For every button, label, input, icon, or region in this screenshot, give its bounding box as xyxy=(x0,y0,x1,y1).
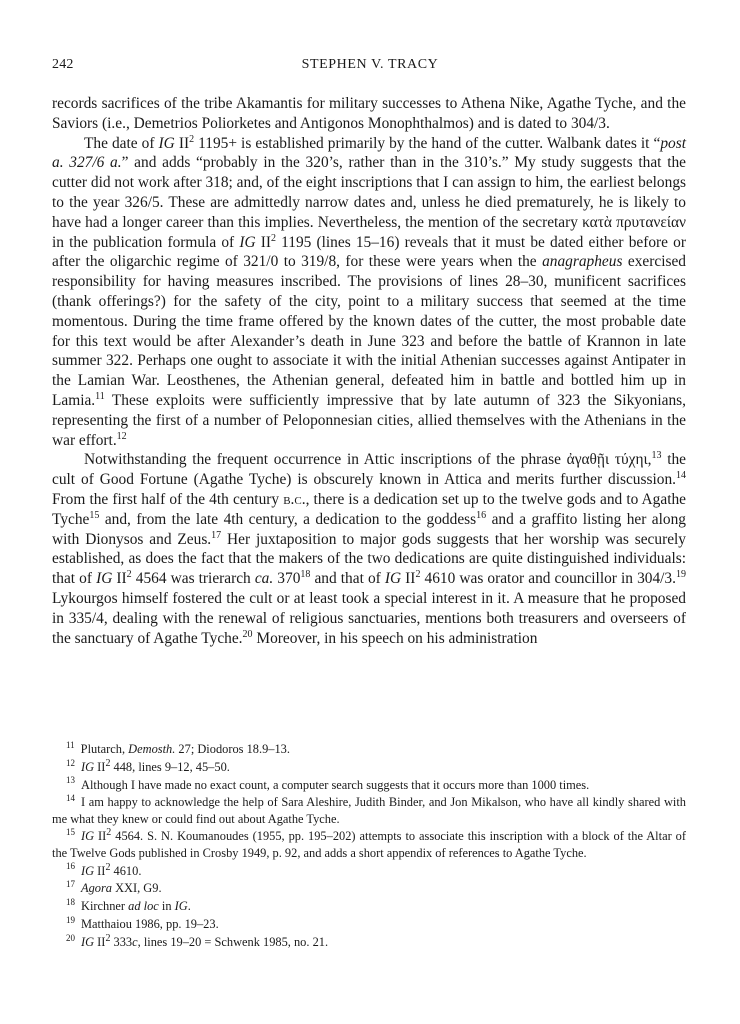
running-head-author: STEPHEN V. TRACY xyxy=(301,57,439,72)
footnote-18: $^{18}$ Kirchner ad loc in IG. xyxy=(66,897,191,914)
footnote-11: $^{11}$ Plutarch, Demosth. 27; Diodoros 18.9–13. xyxy=(66,739,290,756)
paragraph-3: Notwithstanding the frequent occurrence in Attic inscriptions of the phrase ἀγαθῇι τύχηι,$^{13}$ the cult of Good Fortune (Agathe Tyche) is obscurely known in Attica and merits further discussion.$^{14}$ From the first half of the 4th century b.c., there is a dedication set up to the twelve gods and to Agathe Tyche$^{15}$ and, from the late 4th century, a dedication to the goddess$^{16}$ and a graffito listing her along with Dionysos and Zeus.$^{17}$ Her juxtaposition to major gods suggests that her worship was securely established, as does the fact that the makers of the two dedications are quite distinguished individuals: that of IG $II^2$ 4564 was trierarch ca. $370^{18}$ and that of IG $II^2$ 4610 was orator and councillor in 304/3.19 Lykourgos himself fostered the cult or at least took a special interest in it. A measure that he proposed in 335/4, dealing with the renewal of religious sanctuaries, mentions both treasurers and overseers of the sanctuary of Agathe Tyche.$^{20}$ Moreover, in his speech on his administration xyxy=(52,450,687,647)
footnote-ref-18: 18 xyxy=(300,569,311,580)
greek-phrase: κατὰ πρυτανείαν xyxy=(582,213,687,231)
footnote-ref-14: 14 xyxy=(676,470,686,482)
greek-phrase: ἀγαθῇι τύχηι xyxy=(566,451,648,469)
footnote-ref-16: 16 xyxy=(476,509,487,521)
footnote-16: $^{16}$ IG $II^2$ 4610. xyxy=(66,861,142,878)
footnote-ref-15: 15 xyxy=(89,509,100,521)
footnote-19: $^{19}$ Matthaiou 1986, pp. 19–23. xyxy=(66,914,219,931)
footnotes xyxy=(52,741,686,952)
footnote-ref-20: 20 xyxy=(242,628,253,640)
footnote-ref-13: 13 xyxy=(651,450,662,462)
footnote-15: $^{15}$ IG $II^2$ 4564. S. N. Koumanoudes (1955, pp. 195–202) attempts to associate this inscription with a block of the Altar of the Twelve Gods published in Crosby 1949, p. 92, and adds a short appendix of references to Agathe Tyche. xyxy=(52,827,686,860)
body-text xyxy=(52,94,686,648)
page-number: 242 xyxy=(52,57,74,72)
running-header xyxy=(52,57,688,79)
footnote-20: $^{20}$ IG $II^2$ 333c, lines 19–20 = Schwenk 1985, no. 21. xyxy=(66,932,329,949)
footnote-13: $^{13}$ Although I have made no exact count, a computer search suggests that it occurs more than 1000 times. xyxy=(66,775,590,792)
footnote-12: $^{12}$ IG $II^2$ 448, lines 9–12, 45–50. xyxy=(66,757,230,774)
footnote-14: $^{14}$ I am happy to acknowledge the help of Sara Aleshire, Judith Binder, and Jon Mikalson, who have all kindly shared with me what they knew or could find out about Agathe Tyche. xyxy=(52,793,686,826)
footnote-ref-11: 11 xyxy=(95,390,105,402)
footnote-ref-17: 17 xyxy=(211,529,222,541)
footnote-17: $^{17}$ Agora XXI, G9. xyxy=(66,879,162,896)
footnote-ref-12: 12 xyxy=(116,430,127,442)
paragraph-2: The date of IG $II^2$ 1195+ is established primarily by the hand of the cutter. Walbank dates it “post a. 327/6 a.” and adds “probably in the 320’s, rather than in the 310’s.” My study suggests that the cutter did not work after 318; and, of the eight inscriptions that I can assign to him, the earliest belongs to the year 326/5. These are admittedly narrow dates and, unless he died prematurely, he is likely to have had a longer career than this implies. Nevertheless, the mention of the secretary κατὰ πρυτανείαν in the publication formula of IG $II^2$ 1195 (lines 15–16) reveals that it must be dated either before or after the oligarchic regime of 321/0 to 319/8, for these were years when the anagrapheus exercised responsibility for having measures inscribed. The provisions of lines 28–30, munificent sacrifices (thank offerings?) for the safety of the city, point to a military success that seemed at the time momentous. During the time frame offered by the known dates of the cutter, the most probable date for this text would be after Alexander’s death in June 323 and before the battle of Krannon in late summer 322. Perhaps one ought to associate it with the initial Athenian successes against Antipater in the Lamian War. Leosthenes, the Athenian general, defeated him in battle and bottled him up in Lamia.$^{11}$ These exploits were sufficiently impressive that by late autumn of 323 the Sikyonians, representing the first of a number of Peloponnesian cities, allied themselves with the Athenians in the war effort.$^{12}$ xyxy=(52,133,687,449)
paragraph-1: records sacrifices of the tribe Akamantis for military successes to Athena Nike, Agathe Tyche, and the Saviors (i.e., Demetrios Poliorketes and Antigonos Monophthalmos) and is dated to 304/3. xyxy=(52,95,686,132)
footnote-ref-19: 19 xyxy=(675,569,686,580)
